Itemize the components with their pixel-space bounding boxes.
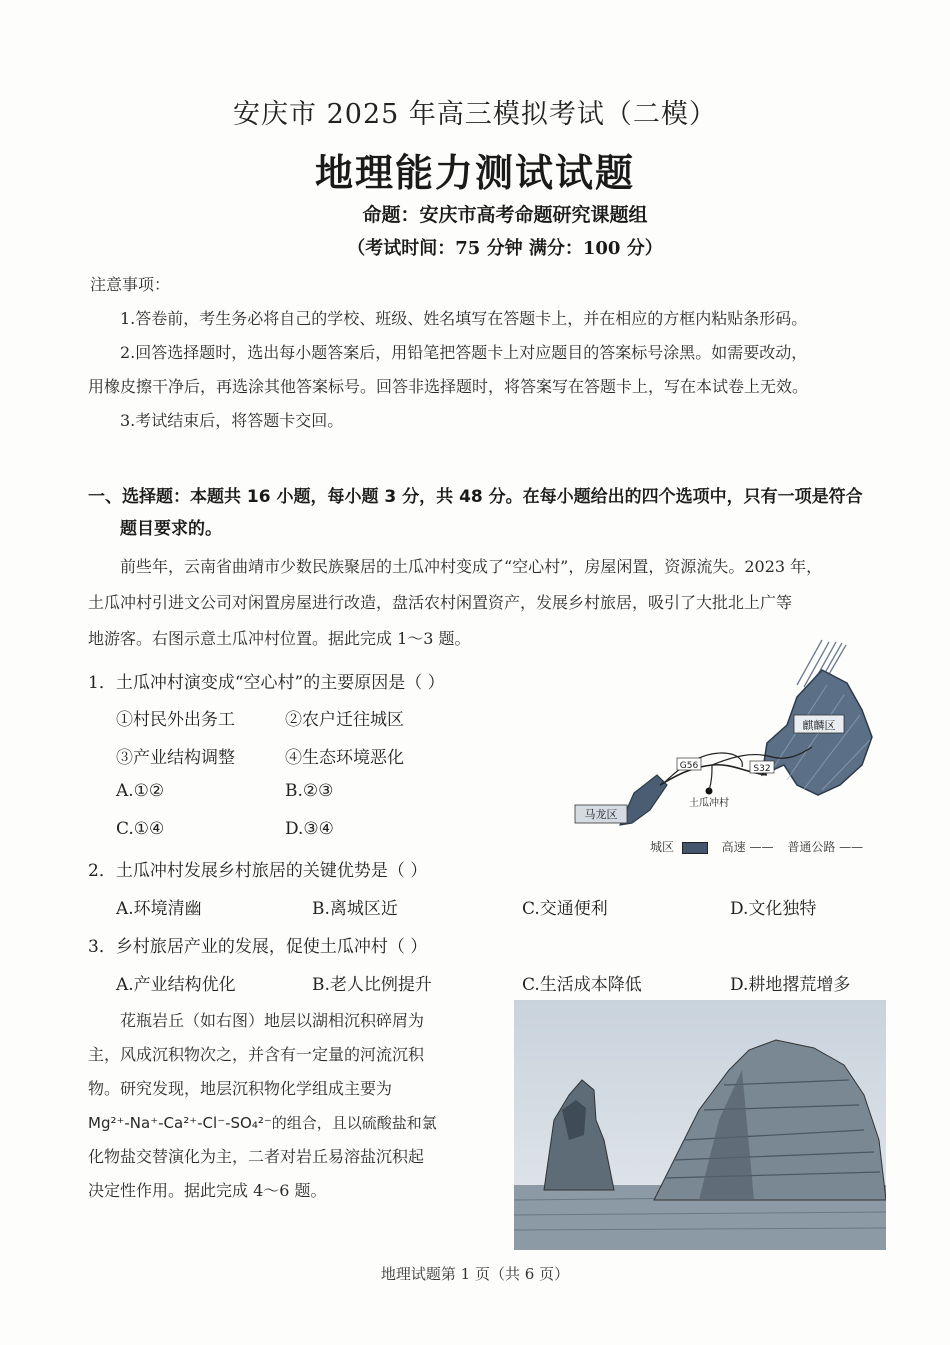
q1-statement-2: ②农户迁往城区	[285, 710, 404, 730]
q3-choice-a: A.产业结构优化	[116, 975, 236, 995]
q3-choice-c: C.生活成本降低	[522, 975, 642, 995]
passage2-line-6: 决定性作用。据此完成 4～6 题。	[88, 1181, 327, 1200]
passage2-line-5: 化物盐交替演化为主，二者对岩丘易溶盐沉积起	[88, 1147, 425, 1166]
q3-choice-d: D.耕地撂荒增多	[730, 975, 851, 995]
road-label-2: S32	[753, 764, 771, 774]
q1-choice-b: B.②③	[285, 781, 334, 801]
question-1-stem: 1．土瓜冲村演变成“空心村”的主要原因是（ ）	[88, 673, 445, 693]
legend-city-swatch	[682, 842, 708, 854]
village-label: 土瓜冲村	[689, 798, 729, 809]
legend-highway-label: 高速 ——	[721, 840, 774, 854]
q1-choice-a: A.①②	[116, 781, 165, 801]
passage2-line-2: 主，风成沉积物次之，并含有一定量的河流沉积	[88, 1045, 425, 1064]
note-item-1: 1.答卷前，考生务必将自己的学校、班级、姓名填写在答题卡上，并在相应的方框内粘贴条形码。	[120, 309, 808, 328]
legend-city-label: 城区	[650, 840, 675, 854]
east-district-label: 麒麟区	[802, 719, 836, 732]
passage1-line-2: 土瓜冲村引进文公司对闲置房屋进行改造，盘活农村闲置资产，发展乡村旅居，吸引了大批北上广等	[88, 593, 793, 612]
passage2-line-1: 花瓶岩丘（如右图）地层以湖相沉积碎屑为	[120, 1011, 425, 1030]
passage1-line-1: 前些年，云南省曲靖市少数民族聚居的土瓜冲村变成了“空心村”，房屋闲置，资源流失。2023 年，	[120, 557, 823, 576]
note-item-3: 3.考试结束后，将答题卡交回。	[120, 411, 344, 430]
legend-road-label: 普通公路 ——	[787, 840, 864, 854]
note-item-2-cont: 用橡皮擦干净后，再选涂其他答案标号。回答非选择题时，将答案写在答题卡上，写在本试卷上无效。	[88, 377, 809, 396]
exam-title: 安庆市 2025 年高三模拟考试（二模）	[233, 99, 717, 130]
passage1-line-3: 地游客。右图示意土瓜冲村位置。据此完成 1～3 题。	[88, 629, 471, 648]
q2-choice-b: B.离城区近	[312, 899, 398, 919]
q1-statement-4: ④生态环境恶化	[285, 748, 404, 768]
q3-choice-b: B.老人比例提升	[312, 975, 432, 995]
q1-choice-d: D.③④	[285, 819, 334, 839]
section-heading-cont: 题目要求的。	[120, 519, 222, 539]
page-footer: 地理试题第 1 页（共 6 页）	[380, 1265, 570, 1283]
village-location-map	[572, 625, 882, 860]
notes-heading: 注意事项：	[90, 275, 171, 294]
road-label-1: G56	[679, 761, 699, 771]
map-legend	[650, 838, 863, 855]
note-item-2: 2.回答选择题时，选出每小题答案后，用铅笔把答题卡上对应题目的答案标号涂黑。如需要改动，	[120, 343, 808, 362]
q1-choice-c: C.①④	[116, 819, 165, 839]
timing-line: （考试时间：75 分钟 满分：100 分）	[347, 238, 663, 259]
rock-formation-photo	[514, 1000, 886, 1250]
q1-statement-3: ③产业结构调整	[116, 748, 235, 768]
passage2-line-3: 物。研究发现，地层沉积物化学组成主要为	[88, 1079, 393, 1098]
q1-statement-1: ①村民外出务工	[116, 710, 235, 730]
question-2-stem: 2．土瓜冲村发展乡村旅居的关键优势是（ ）	[88, 861, 428, 881]
passage2-line-4: Mg²⁺-Na⁺-Ca²⁺-Cl⁻-SO₄²⁻的组合，且以硫酸盐和氯	[88, 1114, 437, 1132]
q2-choice-d: D.文化独特	[730, 899, 817, 919]
west-district-label: 马龙区	[584, 808, 618, 821]
section-heading: 一、选择题：本题共 16 小题，每小题 3 分，共 48 分。在每小题给出的四个选项中，只有一项是符合	[88, 487, 863, 507]
setter-line: 命题：安庆市高考命题研究课题组	[362, 204, 648, 226]
subject-title: 地理能力测试试题	[314, 151, 635, 195]
question-3-stem: 3．乡村旅居产业的发展，促使土瓜冲村（ ）	[88, 937, 428, 957]
q2-choice-c: C.交通便利	[522, 899, 608, 919]
q2-choice-a: A.环境清幽	[116, 899, 202, 919]
